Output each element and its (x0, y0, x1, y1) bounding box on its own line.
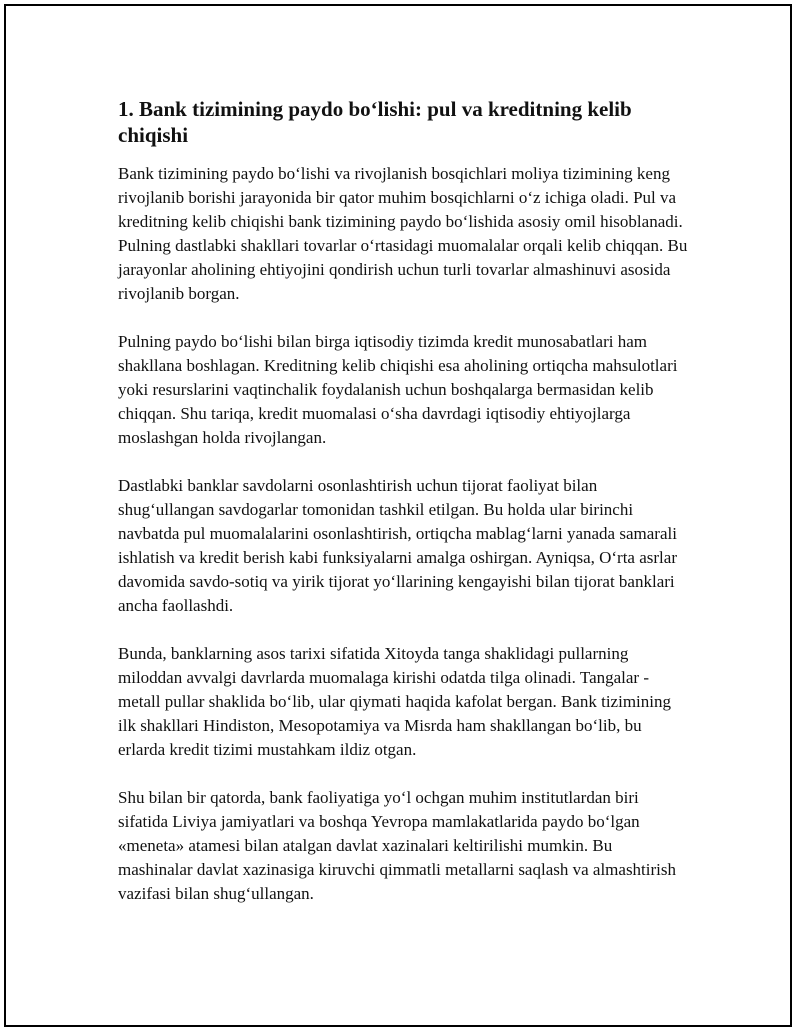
paragraph-bank-history: Bunda, banklarning asos tarixi sifatida Xitoyda tanga shaklidagi pullarning miloddan avvalgi davrlarda muomalaga kirishi odatda tilga olinadi. Tangalar - metall pullar shaklida bo‘lib, ular qiymati haqida kafolat bergan. Bank tizimining ilk shakllari Hindiston, Mesopotamiya va Misrda ham shakllangan bo‘lib, bu erlarda kredit tizimi mustahkam ildiz otgan. (118, 644, 671, 759)
paragraph-state-treasuries: Shu bilan bir qatorda, bank faoliyatiga yo‘l ochgan muhim institutlardan biri sifatida Liviya jamiyatlari va boshqa Yevropa mamlakatlarida paydo bo‘lgan «meneta» atamesi bilan atalgan davlat xazinalari keltirilishi mumkin. Bu mashinalar davlat xazinasiga kiruvchi qimmatli metallarni saqlash va almashtirish vazifasi bilan shug‘ullangan. (118, 788, 677, 903)
paragraph-origin-of-money: Bank tizimining paydo bo‘lishi va rivojlanish bosqichlari moliya tizimining keng rivojlanib borishi jarayonida bir qator muhim bosqichlarni o‘z ichiga oladi. Pul va kreditning kelib chiqishi bank tizimining paydo bo‘lishida asosiy omil hisoblanadi. Pulning dastlabki shakllari tovarlar o‘rtasidagi muomalalar orqali kelib chiqqan. Bu jarayonlar aholining ehtiyojini qondirish uchun turli tovarlar almashinuvi asosida rivojlanib borgan. (118, 164, 688, 303)
document-body (118, 96, 688, 930)
section-heading: 1. Bank tizimining paydo bo‘lishi: pul va kreditning kelib chiqishi (118, 97, 632, 147)
paragraph-credit-relations: Pulning paydo bo‘lishi bilan birga iqtisodiy tizimda kredit munosabatlari ham shakllana boshlagan. Kreditning kelib chiqishi esa aholining ortiqcha mahsulotlari yoki resurslarini vaqtinchalik foydalanish uchun boshqalarga bermasidan kelib chiqqan. Shu tariqa, kredit muomalasi o‘sha davrdagi iqtisodiy ehtiyojlarga moslashgan holda rivojlangan. (118, 332, 678, 447)
paragraph-early-banks: Dastlabki banklar savdolarni osonlashtirish uchun tijorat faoliyat bilan shug‘ullangan savdogarlar tomonidan tashkil etilgan. Bu holda ular birinchi navbatda pul muomalalarini osonlashtirish, ortiqcha mablag‘larni yanada samarali ishlatish va kredit berish kabi funksiyalarni amalga oshirgan. Ayniqsa, O‘rta asrlar davomida savdo-sotiq va yirik tijorat yo‘llarining kengayishi bilan tijorat banklari ancha faollashdi. (118, 476, 677, 615)
